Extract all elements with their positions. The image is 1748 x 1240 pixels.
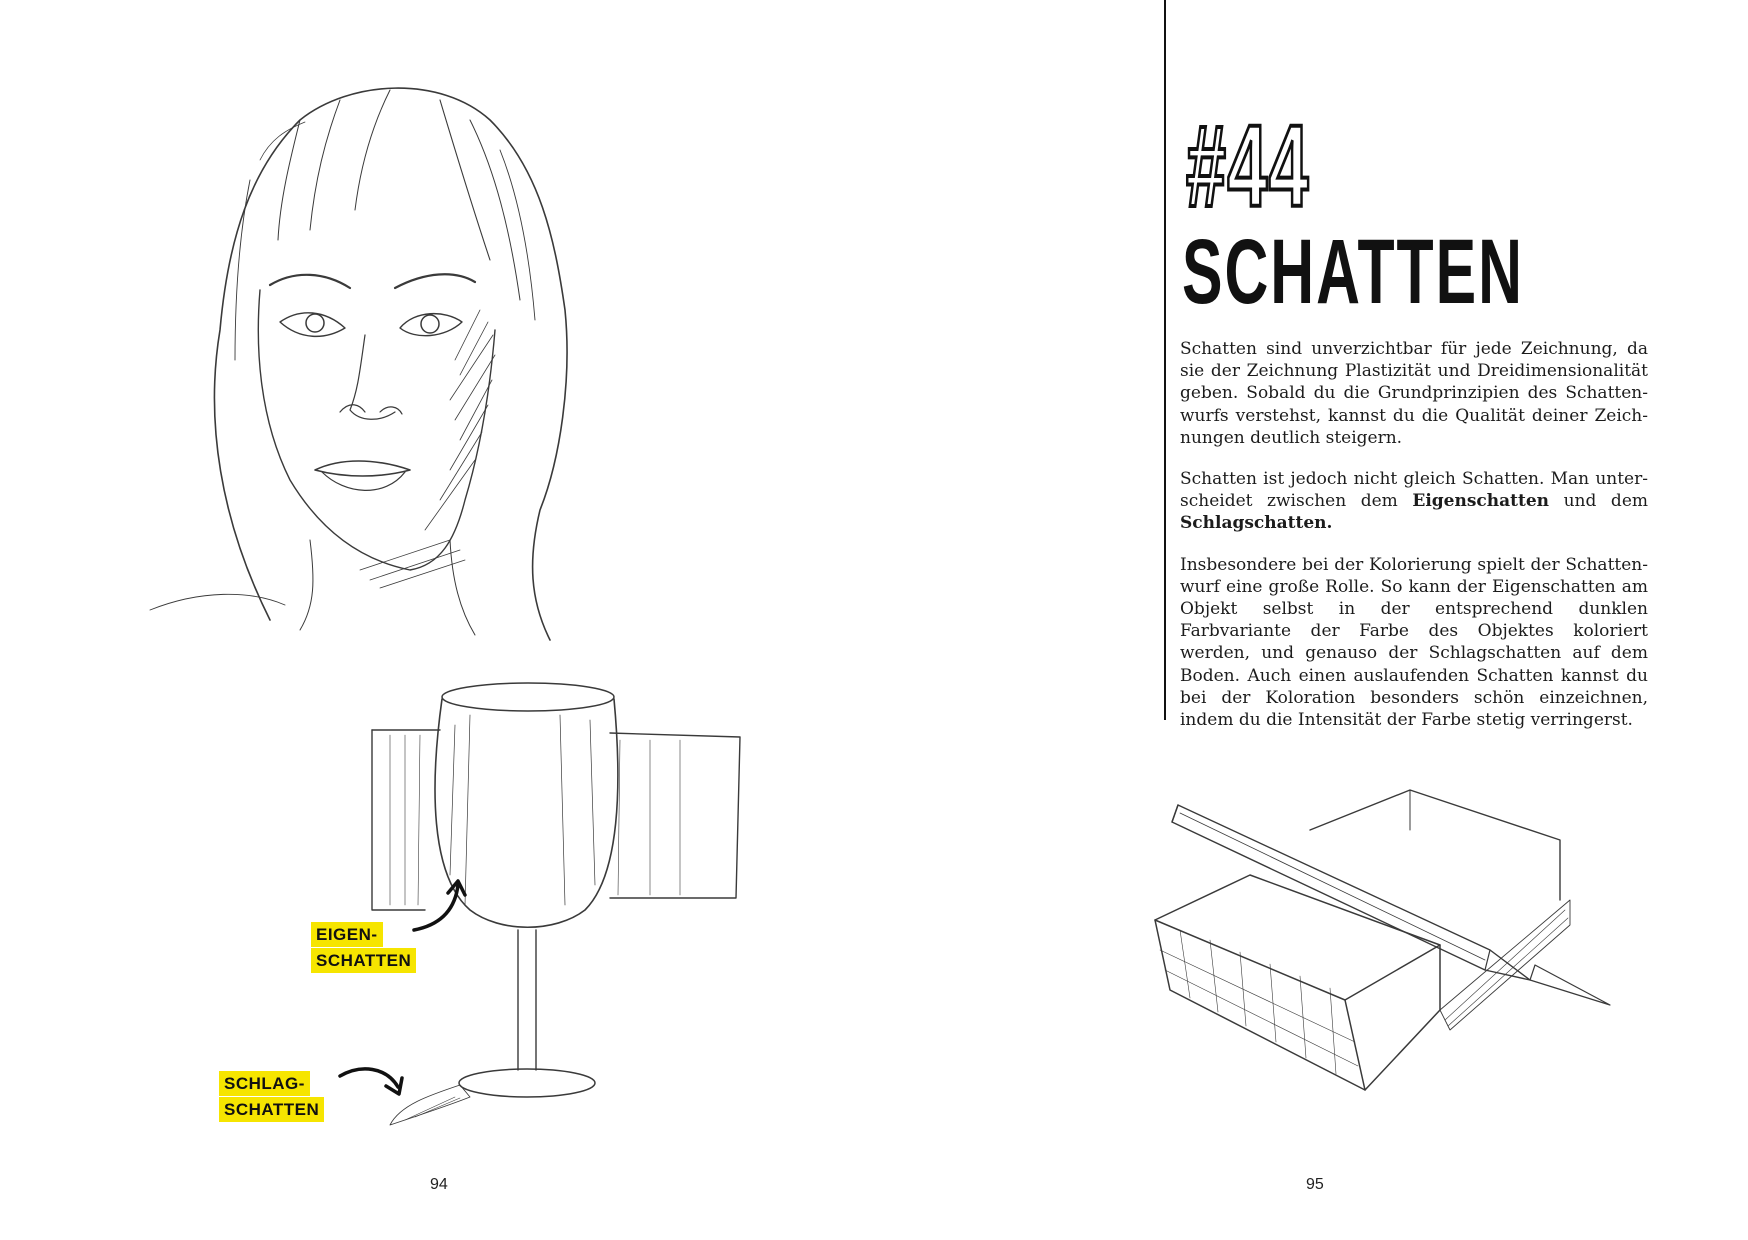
label-eigenschatten-line1: EIGEN- [311,922,383,947]
arrow-schlagschatten-icon [336,1062,406,1102]
paragraph-3: Insbesondere bei der Kolorierung spielt der Schattenwurf eine große Rolle. So kann der Eigenschatten am Objekt selbst in der entsprechend dunklen Farbvariante der Farbe des Objektes koloriert werden, und genauso der Schlagschatten auf dem Boden. Auch einen auslaufenden Schatten kannst du bei der Koloration besonders schön einzeichnen, indem du die Intensität der Farbe stetig verringerst. [1180,554,1648,731]
paragraph-2-mid: und dem [1549,491,1649,512]
label-eigenschatten [311,922,416,974]
face-sketch-icon [110,60,570,650]
paragraph-1: Schatten sind unverzichtbar für jede Zeichnung, da sie der Zeichnung Plastizität und Dreidimensionalität geben. Sobald du die Grundprinzipien des Schattenwurfs verstehst, kannst du die Qualität deiner Zeichnungen deutlich steigern. [1180,339,1648,448]
arrow-eigenschatten-icon [410,875,470,935]
paragraph-2 [1180,468,1648,535]
box-pencil-sketch-icon [1140,780,1660,1110]
chapter-number: #44 [1186,101,1310,231]
chapter-title: SCHATTEN [1182,221,1524,323]
page-number-left: 94 [430,1176,448,1193]
paragraph-2-start: Schatten ist jedoch nicht gleich Schatten. Man unterscheidet zwischen dem [1180,469,1648,512]
label-schlagschatten [219,1071,324,1123]
body-text [1180,338,1648,750]
label-schlagschatten-line2: SCHATTEN [219,1097,324,1122]
term-eigenschatten: Eigenschatten [1412,491,1550,512]
label-eigenschatten-line2: SCHATTEN [311,948,416,973]
page-number-right: 95 [1306,1176,1324,1193]
label-schlagschatten-line1: SCHLAG- [219,1071,310,1096]
term-schlagschatten: Schlagschatten. [1180,513,1333,534]
page-divider [1164,0,1166,720]
